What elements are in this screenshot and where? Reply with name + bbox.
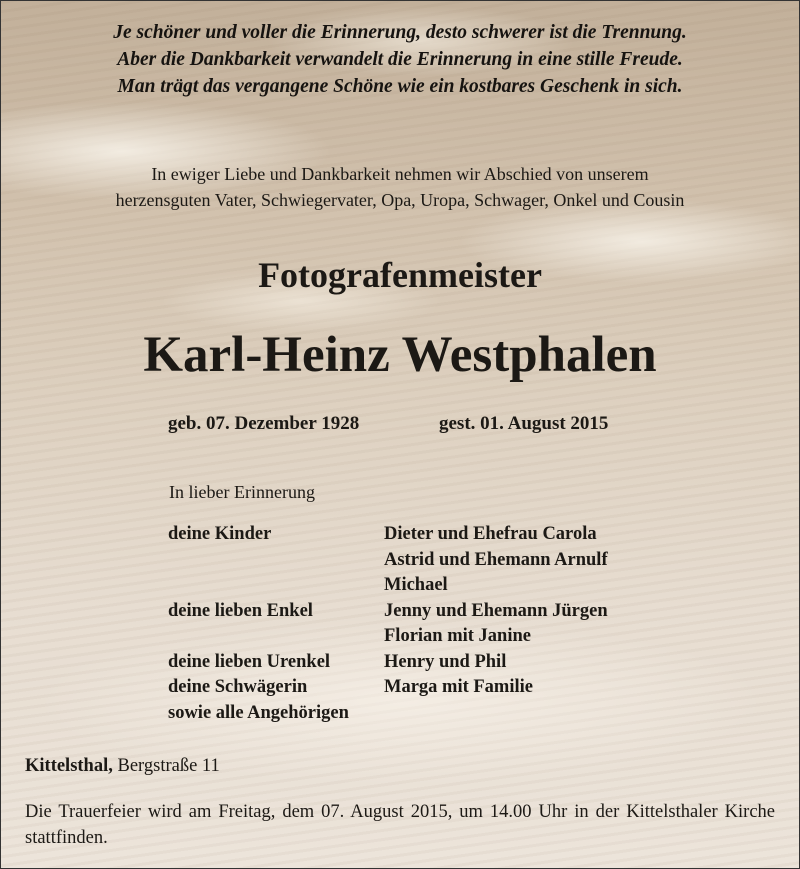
deceased-name: Karl-Heinz Westphalen bbox=[143, 327, 657, 383]
mourner-row bbox=[168, 548, 728, 574]
mourner-row bbox=[168, 675, 728, 701]
address-street: Bergstraße 11 bbox=[117, 756, 220, 776]
motto-line: Man trägt das vergangene Schöne wie ein kostbares Geschenk in sich. bbox=[117, 76, 683, 97]
intro-line: herzensguten Vater, Schwiegervater, Opa, Uropa, Schwager, Onkel und Cousin bbox=[115, 190, 685, 210]
motto-line: Je schöner und voller die Erinnerung, desto schwerer ist die Trennung. bbox=[113, 22, 687, 43]
mourner-relation bbox=[168, 548, 384, 574]
mourner-row bbox=[168, 522, 728, 548]
mourner-relation: deine Schwägerin bbox=[168, 677, 308, 697]
motto-verse bbox=[1, 19, 799, 100]
mourner-names: Astrid und Ehemann Arnulf bbox=[384, 549, 608, 570]
mourner-relation: deine Kinder bbox=[168, 524, 272, 544]
mourner-row bbox=[168, 624, 728, 650]
mourner-names: Jenny und Ehemann Jürgen bbox=[384, 600, 608, 621]
mourner-relation bbox=[168, 573, 384, 599]
mourner-names: Henry und Phil bbox=[384, 651, 507, 672]
mourner-row bbox=[168, 650, 728, 676]
death-date: gest. 01. August 2015 bbox=[439, 413, 609, 434]
address-line bbox=[25, 753, 220, 779]
mourner-names: Michael bbox=[384, 575, 448, 595]
mourner-names: Dieter und Ehefrau Carola bbox=[384, 524, 597, 544]
mourner-names: Florian mit Janine bbox=[384, 626, 531, 646]
motto-line: Aber die Dankbarkeit verwandelt die Erinnerung in eine stille Freude. bbox=[117, 49, 683, 70]
mourner-relation bbox=[168, 624, 384, 650]
mourner-row bbox=[168, 573, 728, 599]
intro-text bbox=[1, 161, 799, 213]
mourner-relation: sowie alle Angehörigen bbox=[168, 702, 349, 723]
address-town: Kittelsthal, bbox=[25, 756, 113, 776]
intro-line: In ewiger Liebe und Dankbarkeit nehmen wir Abschied von unserem bbox=[151, 164, 649, 184]
mourner-relation: deine lieben Enkel bbox=[168, 600, 313, 621]
mourner-relation: deine lieben Urenkel bbox=[168, 651, 331, 672]
mourners-list bbox=[168, 522, 728, 726]
mourner-row bbox=[168, 701, 728, 727]
mourners-heading: In lieber Erinnerung bbox=[169, 482, 315, 502]
mourner-names: Marga mit Familie bbox=[384, 677, 533, 697]
birth-date: geb. 07. Dezember 1928 bbox=[168, 413, 360, 434]
deceased-title: Fotografenmeister bbox=[258, 255, 542, 295]
mourner-row bbox=[168, 599, 728, 625]
funeral-notice: Die Trauerfeier wird am Freitag, dem 07. August 2015, um 14.00 Uhr in der Kittelsthaler Kirche stattfinden. bbox=[25, 802, 775, 848]
